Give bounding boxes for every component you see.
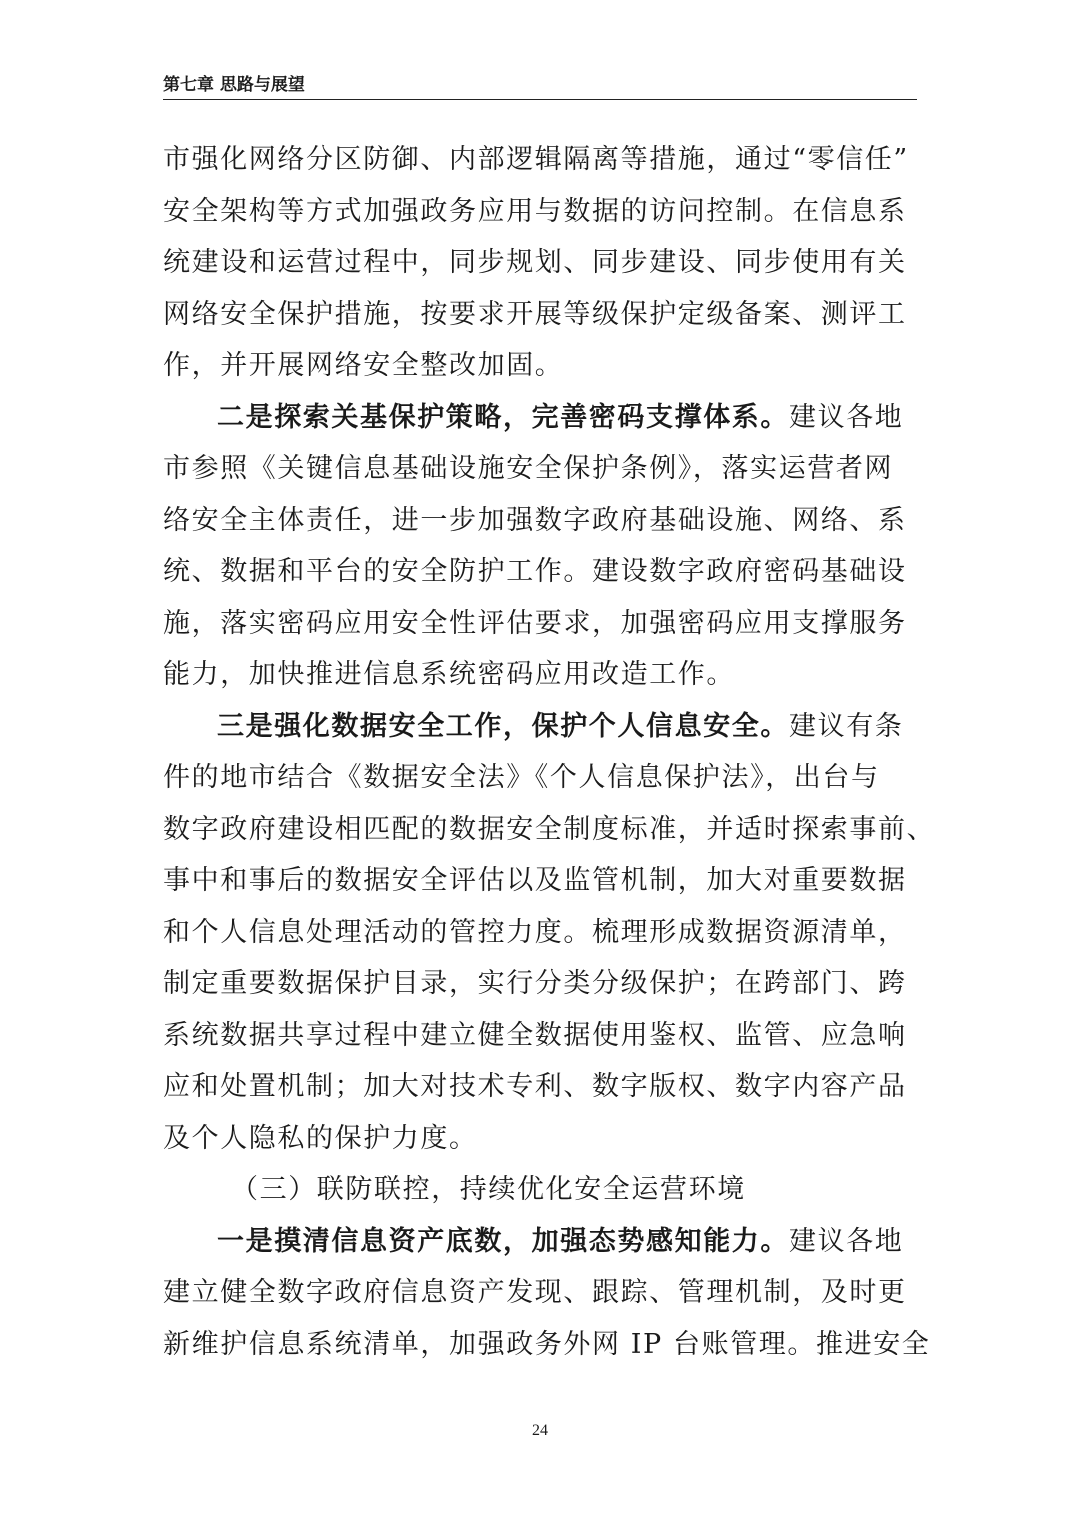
text-line: 统建设和运营过程中，同步规划、同步建设、同步使用有关: [163, 247, 907, 278]
text-line: 市参照《关键信息基础设施安全保护条例》，落实运营者网: [163, 453, 894, 484]
text-line: 事中和事后的数据安全评估以及监管机制，加大对重要数据: [163, 865, 907, 896]
running-header: [163, 74, 917, 100]
text-line: 网络安全保护措施，按要求开展等级保护定级备案、测评工: [163, 298, 907, 330]
paragraph-start: [163, 392, 923, 444]
text-line: 统、数据和平台的安全防护工作。建设数字政府密码基础设: [163, 556, 907, 587]
text-line: 应和处置机制；加大对技术专利、数字版权、数字内容产品: [163, 1071, 907, 1102]
paragraph-text: 建议各地: [789, 401, 904, 433]
text-line: 作，并开展网络安全整改加固。: [163, 350, 564, 381]
paragraph-lead: 一是摸清信息资产底数，加强态势感知能力。: [217, 1225, 789, 1257]
text-line: 施，落实密码应用安全性评估要求，加强密码应用支撑服务: [163, 607, 907, 639]
text-line: 建立健全数字政府信息资产发现、跟踪、管理机制，及时更: [163, 1277, 907, 1308]
paragraph-lead: 二是探索关基保护策略，完善密码支撑体系。: [217, 401, 789, 433]
paragraph-lead: 三是强化数据安全工作，保护个人信息安全。: [217, 710, 789, 742]
text-line: 和个人信息处理活动的管控力度。梳理形成数据资源清单，: [163, 916, 907, 948]
section-heading: （三）联防联控，持续优化安全运营环境: [231, 1174, 746, 1205]
text-line: 制定重要数据保护目录，实行分类分级保护；在跨部门、跨: [163, 968, 907, 999]
page-number: 24: [532, 1422, 548, 1439]
text-line: 市强化网络分区防御、内部逻辑隔离等措施，通过“零信任”: [163, 144, 909, 175]
text-line: 系统数据共享过程中建立健全数据使用鉴权、监管、应急响: [163, 1019, 907, 1051]
paragraph-start: [163, 1216, 923, 1268]
text-line: 件的地市结合《数据安全法》《个人信息保护法》，出台与: [163, 762, 880, 793]
text-line: 络安全主体责任，进一步加强数字政府基础设施、网络、系: [163, 504, 907, 536]
chapter-title: 第七章 思路与展望: [163, 75, 305, 95]
text-line: 安全架构等方式加强政务应用与数据的访问控制。在信息系: [163, 195, 907, 227]
paragraph-start: [163, 701, 923, 753]
text-line: 数字政府建设相匹配的数据安全制度标准，并适时探索事前、: [163, 813, 936, 845]
paragraph-text: 建议各地: [789, 1225, 904, 1257]
text-line: 能力，加快推进信息系统密码应用改造工作。: [163, 659, 735, 690]
text-line: 新维护信息系统清单，加强政务外网 IP 台账管理。推进安全: [163, 1328, 931, 1360]
document-body: [163, 134, 936, 1370]
text-line: 及个人隐私的保护力度。: [163, 1122, 478, 1154]
paragraph-text: 建议有条: [789, 710, 904, 742]
